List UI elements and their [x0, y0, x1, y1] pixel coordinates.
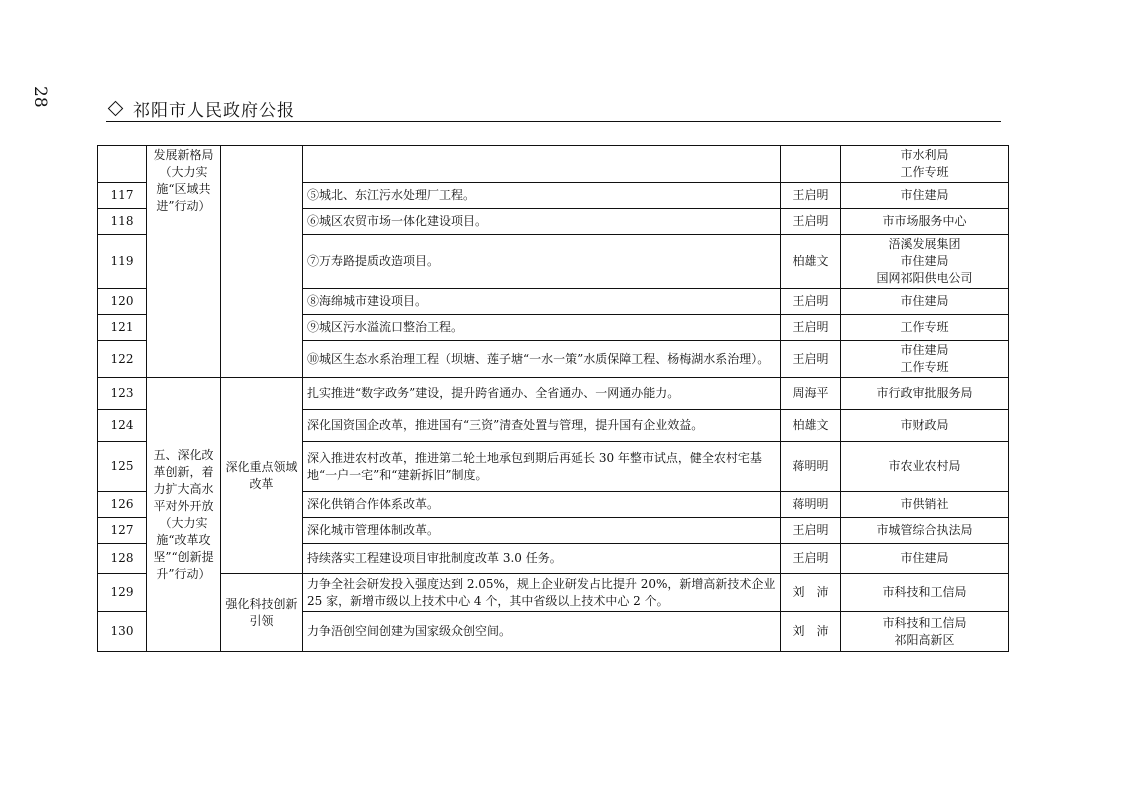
row-number: 129: [98, 574, 147, 612]
task-text: ⑦万寿路提质改造项目。: [303, 235, 781, 289]
department-line: 市住建局: [900, 254, 949, 268]
responsible-department: [841, 378, 1009, 410]
department-line: 工作专班: [900, 320, 949, 334]
department-line: 浯溪发展集团: [888, 237, 961, 251]
department-line: 市科技和工信局: [882, 615, 967, 630]
department-line: 市住建局: [900, 343, 949, 357]
responsible-person: 王启明: [781, 209, 841, 235]
subcategory-cell: 强化科技创新引领: [221, 574, 303, 652]
responsible-person: 刘 沛: [781, 612, 841, 652]
task-text: ⑨城区污水溢流口整治工程。: [303, 315, 781, 341]
row-number: 124: [98, 410, 147, 442]
department-line: 市供销社: [900, 497, 949, 511]
task-text: 深化供销合作体系改革。: [303, 492, 781, 518]
header-rule: [106, 121, 1001, 122]
department-line: 工作专班: [900, 165, 949, 179]
task-text: ⑤城北、东江污水处理厂工程。: [303, 183, 781, 209]
responsible-person: 王启明: [781, 544, 841, 574]
task-text: 深化国资国企改革，推进国有“三资”清查处置与管理，提升国有企业效益。: [303, 410, 781, 442]
department-line: 国网祁阳供电公司: [876, 271, 973, 285]
page-header: [106, 96, 1006, 120]
task-text: 力争全社会研发投入强度达到 2.05%，规上企业研发占比提升 20%，新增高新技术企业 25 家，新增市级以上技术中心 4 个，其中省级以上技术中心 2 个。: [303, 574, 781, 612]
table-row: [98, 378, 1009, 410]
responsible-department: [841, 289, 1009, 315]
responsible-person: 周海平: [781, 378, 841, 410]
department-line: 市住建局: [900, 551, 949, 565]
row-number: 126: [98, 492, 147, 518]
responsible-person: 王启明: [781, 183, 841, 209]
row-number: 130: [98, 612, 147, 652]
responsible-department: [841, 315, 1009, 341]
task-text: ⑩城区生态水系治理工程（坝塘、莲子塘“一水一策”水质保障工程、杨梅湖水系治理）。: [303, 341, 781, 378]
row-number: 127: [98, 518, 147, 544]
task-text: [303, 146, 781, 183]
responsible-person: 柏雄文: [781, 410, 841, 442]
row-number: 120: [98, 289, 147, 315]
task-text: 扎实推进“数字政务”建设，提升跨省通办、全省通办、一网通办能力。: [303, 378, 781, 410]
responsible-department: [841, 146, 1009, 183]
row-number: [98, 146, 147, 183]
responsible-department: [841, 442, 1009, 492]
responsible-person: 柏雄文: [781, 235, 841, 289]
department-line: 市市场服务中心: [882, 214, 967, 228]
category-cell: 五、深化改革创新，着力扩大高水平对外开放（大力实施“改革攻坚”“创新提升”行动）: [147, 378, 221, 652]
department-line: 市农业农村局: [888, 459, 961, 473]
responsible-department: [841, 410, 1009, 442]
row-number: 118: [98, 209, 147, 235]
responsible-department: [841, 235, 1009, 289]
responsible-department: [841, 574, 1009, 612]
diamond-icon: [108, 100, 124, 116]
table-row: [98, 574, 1009, 612]
responsible-person: 蒋明明: [781, 492, 841, 518]
department-line: 市行政审批服务局: [876, 386, 973, 400]
responsible-department: [841, 341, 1009, 378]
responsible-department: [841, 544, 1009, 574]
row-number: 117: [98, 183, 147, 209]
department-line: 市财政局: [900, 418, 949, 432]
row-number: 121: [98, 315, 147, 341]
responsible-department: [841, 518, 1009, 544]
task-text: ⑧海绵城市建设项目。: [303, 289, 781, 315]
header-title: 祁阳市人民政府公报: [133, 100, 295, 121]
department-line: 市住建局: [900, 294, 949, 308]
task-text: 持续落实工程建设项目审批制度改革 3.0 任务。: [303, 544, 781, 574]
row-number: 119: [98, 235, 147, 289]
table-row: [98, 146, 1009, 183]
task-text: 深入推进农村改革，推进第二轮土地承包到期后再延长 30 年整市试点，健全农村宅基地“一户一宅”和“建新拆旧”制度。: [303, 442, 781, 492]
row-number: 128: [98, 544, 147, 574]
responsible-department: [841, 612, 1009, 652]
row-number: 125: [98, 442, 147, 492]
responsible-person: 蒋明明: [781, 442, 841, 492]
row-number: 122: [98, 341, 147, 378]
task-table: [97, 145, 1009, 652]
department-line: 市科技和工信局: [882, 585, 967, 599]
category-cell: 发展新格局（大力实施“区域共进”行动）: [147, 146, 221, 378]
department-line: 市城管综合执法局: [876, 523, 973, 537]
responsible-department: [841, 209, 1009, 235]
department-line: 祁阳高新区: [894, 632, 955, 647]
department-line: 市住建局: [900, 188, 949, 202]
responsible-person: 刘 沛: [781, 574, 841, 612]
task-text: 深化城市管理体制改革。: [303, 518, 781, 544]
subcategory-cell-empty: [221, 146, 303, 378]
subcategory-cell: 深化重点领域改革: [221, 378, 303, 574]
row-number: 123: [98, 378, 147, 410]
department-line: 市水利局: [900, 148, 949, 162]
responsible-person: [781, 146, 841, 183]
page-number: 28: [30, 86, 50, 108]
responsible-person: 王启明: [781, 341, 841, 378]
responsible-person: 王启明: [781, 518, 841, 544]
responsible-department: [841, 183, 1009, 209]
task-text: 力争浯创空间创建为国家级众创空间。: [303, 612, 781, 652]
department-line: 工作专班: [900, 360, 949, 374]
responsible-person: 王启明: [781, 315, 841, 341]
responsible-department: [841, 492, 1009, 518]
task-text: ⑥城区农贸市场一体化建设项目。: [303, 209, 781, 235]
responsible-person: 王启明: [781, 289, 841, 315]
